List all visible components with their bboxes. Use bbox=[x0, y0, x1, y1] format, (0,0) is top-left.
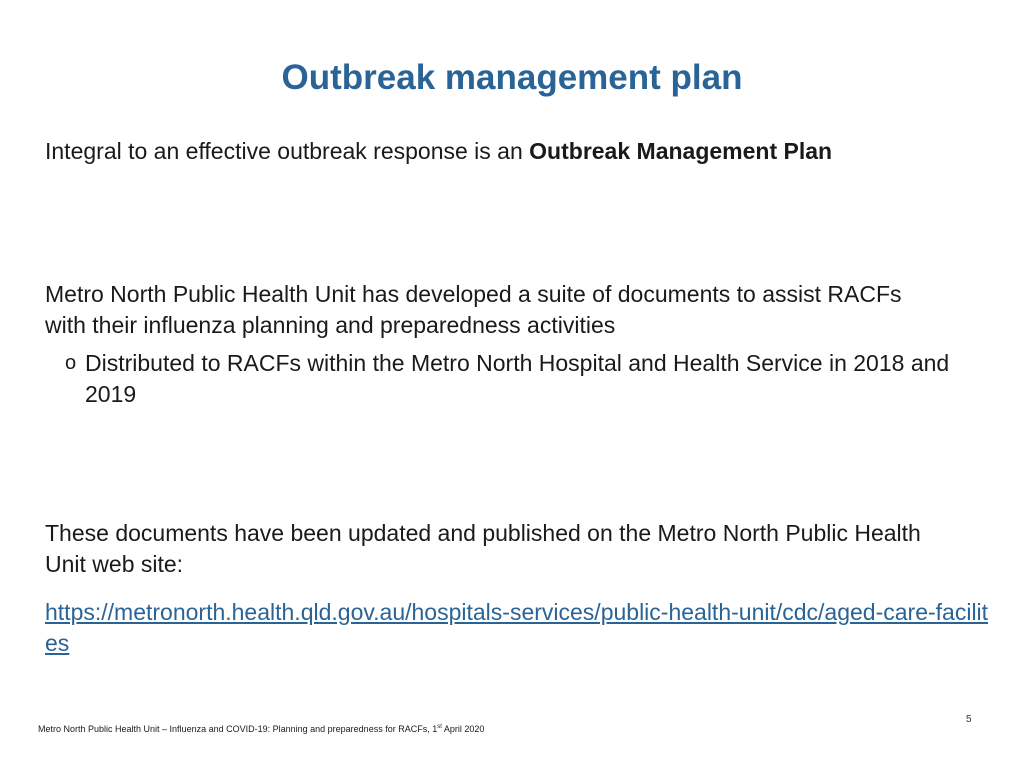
intro-text: Integral to an effective outbreak response is an bbox=[45, 138, 530, 164]
bullet-item bbox=[65, 348, 965, 410]
bullet-text: Distributed to RACFs within the Metro North Hospital and Health Service in 2018 and 2019 bbox=[85, 350, 950, 407]
website-paragraph: These documents have been updated and published on the Metro North Public Health Unit web site: bbox=[45, 520, 921, 577]
footer-text: Metro North Public Health Unit – Influenza and COVID-19: Planning and preparedness for RACFs, 1 bbox=[38, 724, 438, 734]
documents-paragraph: Metro North Public Health Unit has developed a suite of documents to assist RACFs with their influenza planning and preparedness activities bbox=[45, 281, 902, 338]
intro-bold-text: Outbreak Management Plan bbox=[529, 138, 833, 164]
slide-title: Outbreak management plan bbox=[281, 58, 743, 97]
page-number: 5 bbox=[966, 714, 972, 725]
footer-superscript: st bbox=[437, 724, 442, 730]
footer bbox=[38, 724, 484, 734]
website-link[interactable]: https://metronorth.health.qld.gov.au/hospitals-services/public-health-unit/cdc/aged-care-facilites bbox=[45, 599, 989, 656]
bullet-marker: o bbox=[65, 352, 77, 374]
intro-paragraph bbox=[45, 136, 985, 167]
footer-suffix: April 2020 bbox=[441, 724, 485, 734]
